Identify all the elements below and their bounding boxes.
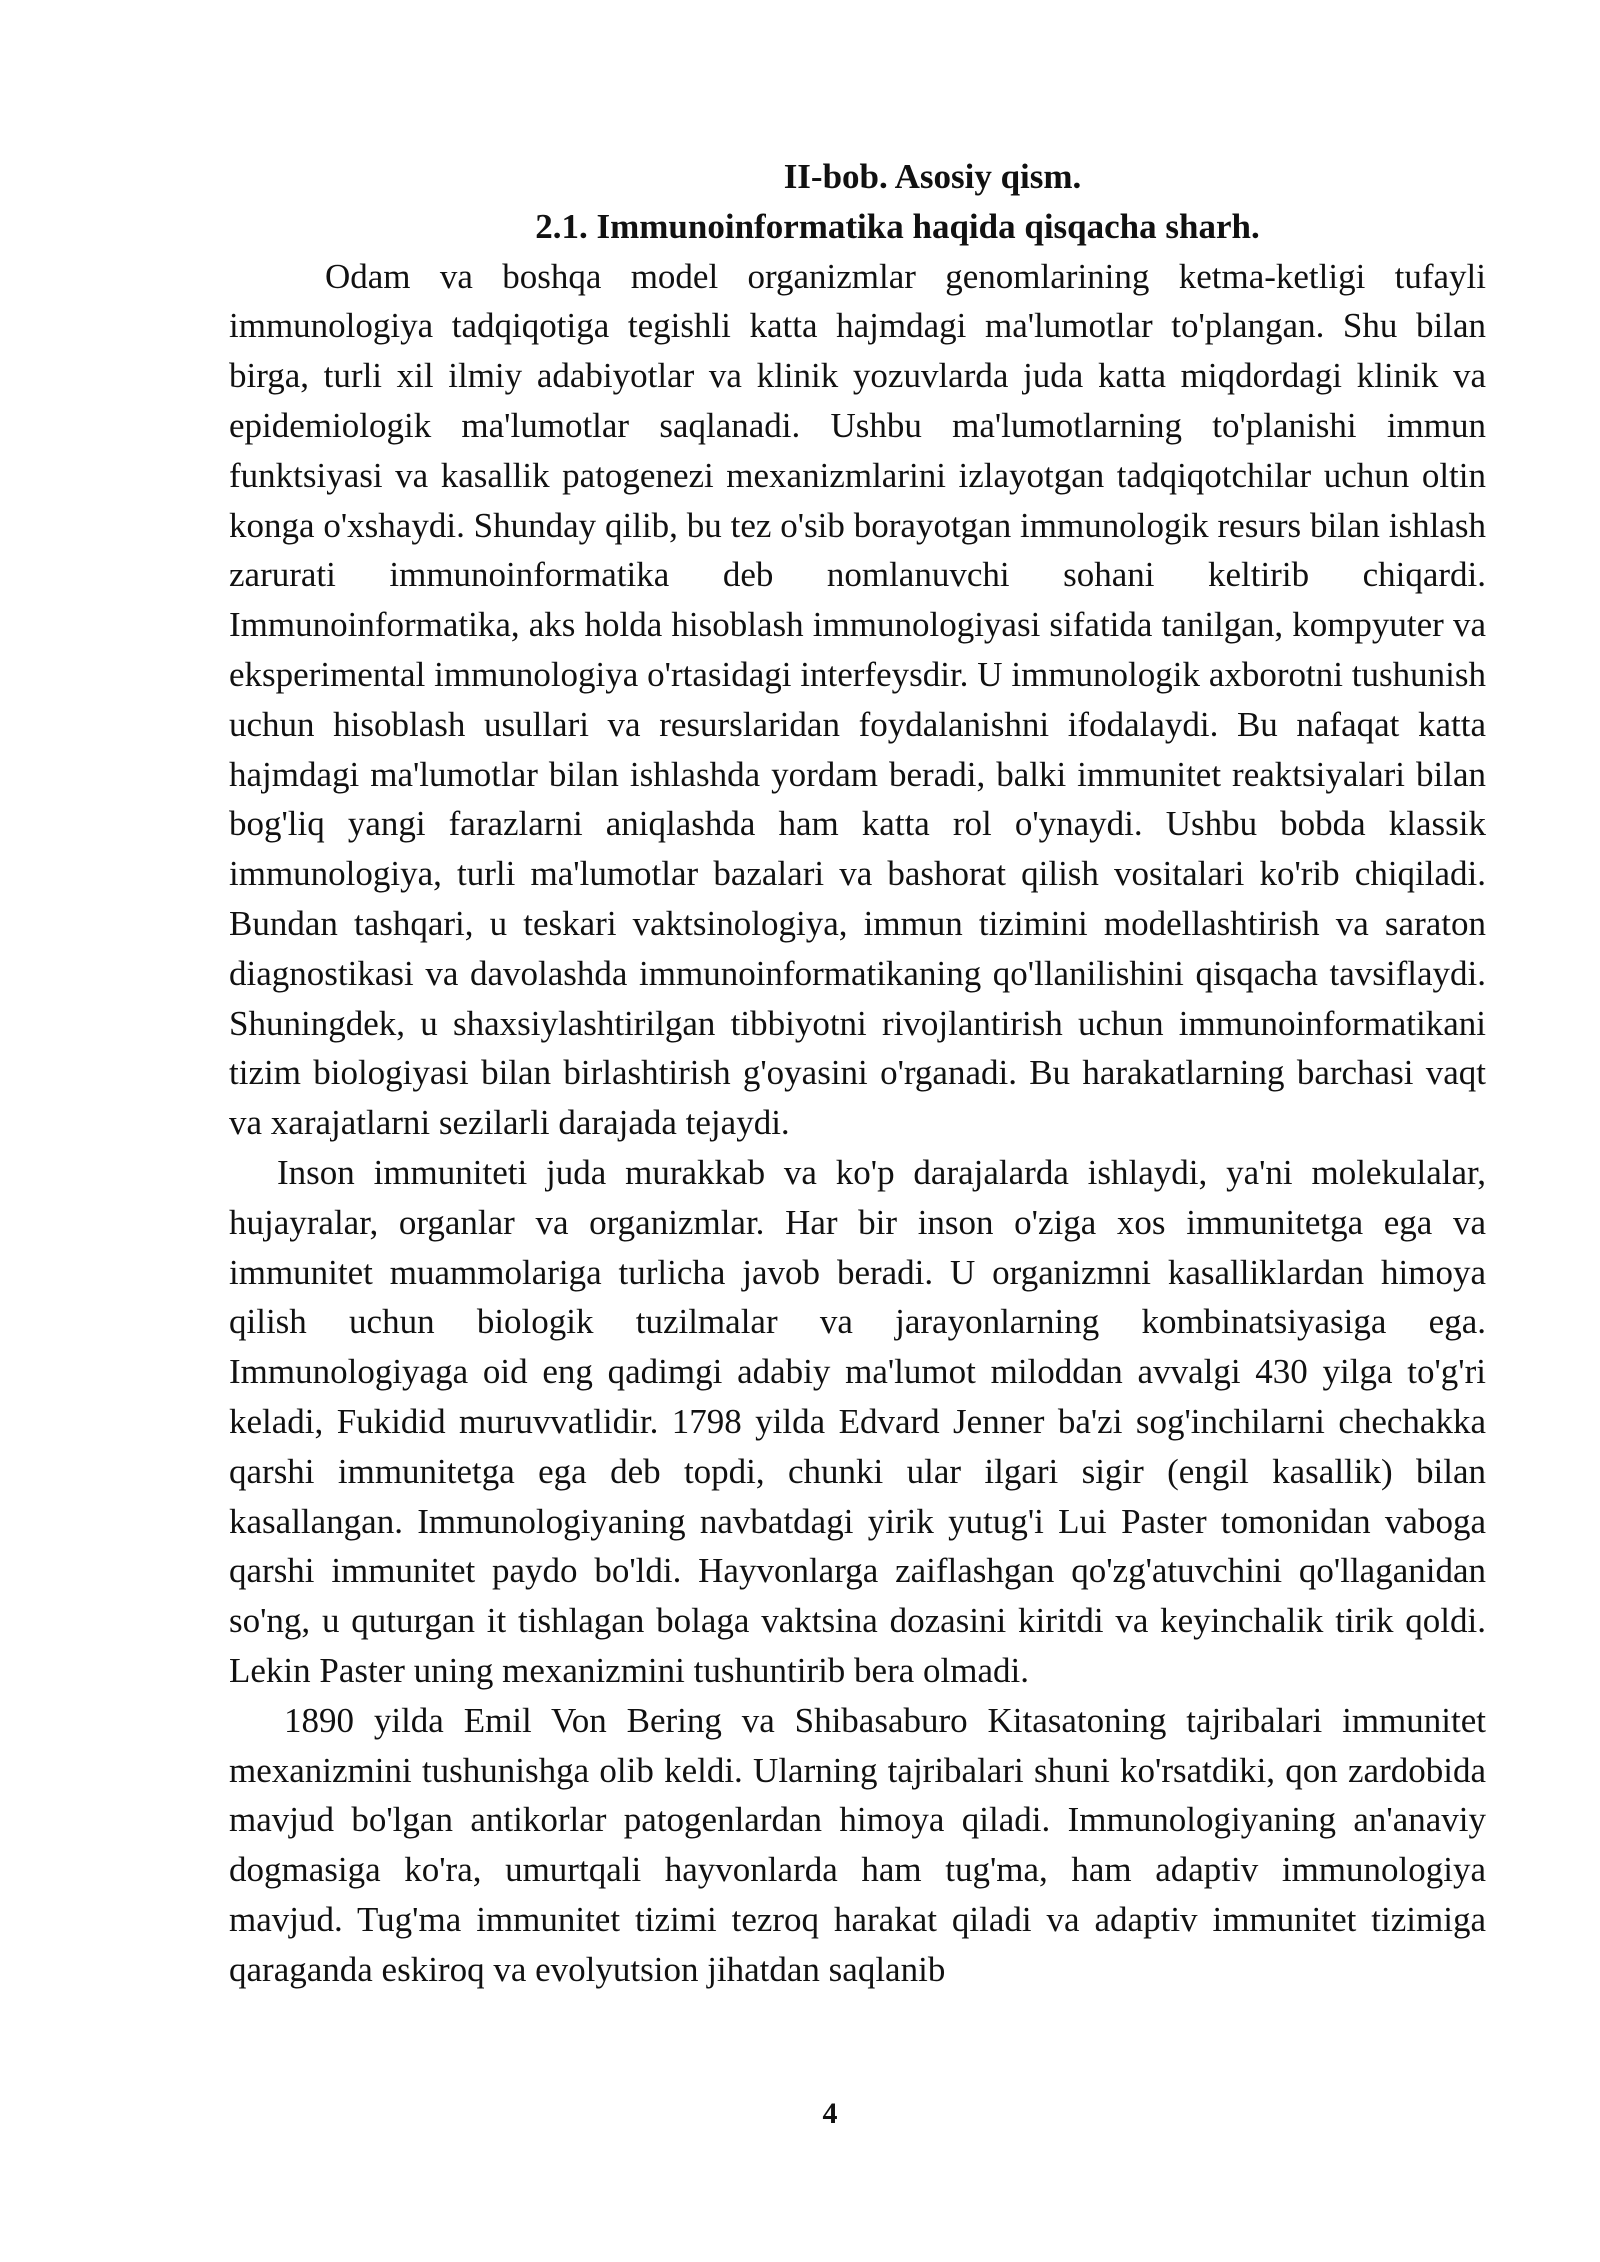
paragraph-3: 1890 yilda Emil Von Bering va Shibasaburo Kitasatoning tajribalari immunitet mexanizmini tushunishga olib keldi. Ularning tajribalari shuni ko'rsatdiki, qon zardobida mavjud bo'lgan antikorlar patogenlardan himoya qiladi. Immunologiyaning an'anaviy dogmasiga ko'ra, umurtqali hayvonlarda ham tug'ma, ham adaptiv immunologiya mavjud. Tug'ma immunitet tizimi tezroq harakat qiladi va adaptiv immunitet tizimiga qaraganda eskiroq va evolyutsion jihatdan saqlanib [229, 1700, 1486, 1989]
section-title: 2.1. Immunoinformatika haqida qisqacha sharh. [535, 206, 1260, 246]
paragraph-2: Inson immuniteti juda murakkab va ko'p darajalarda ishlaydi, ya'ni molekulalar, hujayralar, organlar va organizmlar. Har bir inson o'ziga xos immunitetga ega va immunitet muammolariga turlicha javob beradi. U organizmni kasalliklardan himoya qilish uchun biologik tuzilmalar va jarayonlarning kombinatsiyasiga ega. Immunologiyaga oid eng qadimgi adabiy ma'lumot miloddan avvalgi 430 yilga to'g'ri keladi, Fukidid muruvvatlidir. 1798 yilda Edvard Jenner ba'zi sog'inchilarni chechakka qarshi immunitetga ega deb topdi, chunki ular ilgari sigir (engil kasallik) bilan kasallangan. Immunologiyaning navbatdagi yirik yutug'i Lui Paster tomonidan vaboga qarshi immunitet paydo bo'ldi. Hayvonlarga zaiflashgan qo'zg'atuvchini qo'llaganidan so'ng, u quturgan it tishlagan bolaga vaktsina dozasini kiritdi va keyinchalik tirik qoldi. Lekin Paster uning mexanizmini tushuntirib bera olmadi. [229, 1152, 1486, 1690]
paragraph-1: Odam va boshqa model organizmlar genomlarining ketma-ketligi tufayli immunologiya tadqiqotiga tegishli katta hajmdagi ma'lumotlar to'plangan. Shu bilan birga, turli xil ilmiy adabiyotlar va klinik yozuvlarda juda katta miqdordagi klinik va epidemiologik ma'lumotlar saqlanadi. Ushbu ma'lumotlarning to'planishi immun funktsiyasi va kasallik patogenezi mexanizmlarini izlayotgan tadqiqotchilar uchun oltin konga o'xshaydi. Shunday qilib, bu tez o'sib borayotgan immunologik resurs bilan ishlash zarurati immunoinformatika deb nomlanuvchi sohani keltirib chiqardi. Immunoinformatika, aks holda hisoblash immunologiyasi sifatida tanilgan, kompyuter va eksperimental immunologiya o'rtasidagi interfeysdir. U immunologik axborotni tushunish uchun hisoblash usullari va resurslaridan foydalanishni ifodalaydi. Bu nafaqat katta hajmdagi ma'lumotlar bilan ishlashda yordam beradi, balki immunitet reaktsiyalari bilan bog'liq yangi farazlarni aniqlashda ham katta rol o'ynaydi. Ushbu bobda klassik immunologiya, turli ma'lumotlar bazalari va bashorat qilish vositalari ko'rib chiqiladi. Bundan tashqari, u teskari vaktsinologiya, immun tizimini modellashtirish va saraton diagnostikasi va davolashda immunoinformatikaning qo'llanilishini qisqacha tavsiflaydi. Shuningdek, u shaxsiylashtirilgan tibbiyotni rivojlantirish uchun immunoinformatikani tizim biologiyasi bilan birlashtirish g'oyasini o'rganadi. Bu harakatlarning barchasi vaqt va xarajatlarni sezilarli darajada tejaydi. [229, 256, 1486, 1143]
page-number: 4 [822, 2097, 838, 2130]
page-content [229, 152, 1486, 1994]
chapter-title: II-bob. Asosiy qism. [783, 157, 1082, 196]
